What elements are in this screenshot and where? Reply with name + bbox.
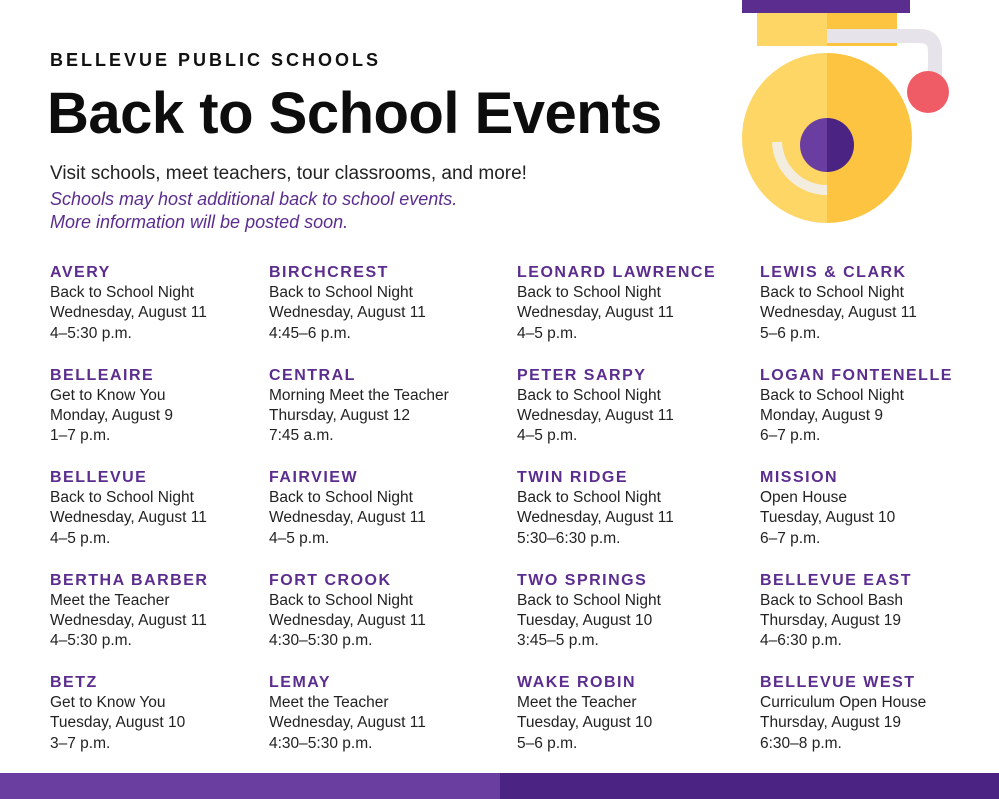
event-type: Back to School Night — [50, 284, 194, 301]
event-type: Back to School Bash — [760, 591, 904, 609]
event-type: Back to School Night — [517, 591, 661, 609]
event-card — [269, 672, 449, 775]
event-card — [517, 672, 716, 775]
event-date: Wednesday, August 11 — [269, 714, 426, 732]
event-card — [50, 570, 208, 673]
school-name: BELLEVUE — [50, 469, 148, 486]
event-time: 5:30–6:30 p.m. — [517, 529, 621, 547]
school-name: CENTRAL — [269, 366, 356, 384]
column-3 — [517, 262, 716, 775]
event-type: Get to Know You — [50, 386, 166, 404]
event-time: 6–7 p.m. — [760, 529, 821, 547]
event-date: Wednesday, August 11 — [50, 611, 207, 629]
event-card — [269, 262, 449, 365]
org-name: BELLEVUE PUBLIC SCHOOLS — [50, 50, 382, 70]
event-time: 6–7 p.m. — [760, 427, 821, 445]
event-card — [760, 672, 953, 775]
page-title: Back to School Events — [47, 81, 662, 146]
school-name: TWO SPRINGS — [517, 571, 648, 589]
event-time: 7:45 a.m. — [269, 427, 334, 445]
event-date: Tuesday, August 10 — [517, 714, 653, 732]
event-date: Tuesday, August 10 — [517, 611, 653, 629]
event-date: Thursday, August 19 — [760, 714, 902, 732]
event-type: Get to Know You — [50, 694, 166, 711]
event-date: Wednesday, August 11 — [760, 304, 917, 322]
event-time: 1–7 p.m. — [50, 427, 111, 445]
event-type: Back to School Night — [760, 386, 904, 404]
event-date: Wednesday, August 11 — [269, 304, 426, 322]
event-card — [760, 467, 953, 570]
event-time: 6:30–8 p.m. — [760, 734, 842, 752]
event-time: 4–5:30 p.m. — [50, 324, 132, 342]
footer-bar-right — [500, 773, 999, 799]
column-1 — [50, 262, 208, 775]
footer-bar-left — [0, 773, 500, 799]
event-type: Morning Meet the Teacher — [269, 386, 449, 404]
school-name: TWIN RIDGE — [517, 469, 628, 486]
event-type: Meet the Teacher — [269, 694, 389, 711]
school-name: MISSION — [760, 469, 839, 486]
school-name: BETZ — [50, 674, 98, 691]
event-time: 3:45–5 p.m. — [517, 632, 599, 650]
event-date: Thursday, August 19 — [760, 611, 902, 629]
event-time: 4:30–5:30 p.m. — [269, 734, 373, 752]
event-type: Back to School Night — [269, 591, 413, 609]
school-name: FORT CROOK — [269, 571, 392, 589]
note-text — [50, 188, 457, 234]
event-time: 4–5 p.m. — [269, 529, 330, 547]
school-name: AVERY — [50, 264, 111, 281]
event-date: Tuesday, August 10 — [50, 714, 186, 732]
event-type: Back to School Night — [760, 284, 904, 301]
event-card — [269, 467, 449, 570]
event-type: Back to School Night — [269, 284, 413, 301]
event-date: Wednesday, August 11 — [517, 509, 674, 527]
school-name: BELLEAIRE — [50, 366, 155, 384]
school-name: WAKE ROBIN — [517, 674, 636, 691]
event-type: Curriculum Open House — [760, 694, 927, 711]
event-card — [517, 570, 716, 673]
column-2 — [269, 262, 449, 775]
event-card — [517, 262, 716, 365]
event-date: Wednesday, August 11 — [50, 509, 207, 527]
school-bell-icon — [735, 0, 965, 240]
event-type: Back to School Night — [517, 284, 661, 301]
event-card — [517, 467, 716, 570]
school-name: BIRCHCREST — [269, 264, 389, 281]
event-type: Back to School Night — [50, 489, 194, 506]
event-card — [269, 365, 449, 468]
school-name: BELLEVUE EAST — [760, 571, 912, 589]
event-time: 4:45–6 p.m. — [269, 324, 351, 342]
event-date: Wednesday, August 11 — [517, 304, 674, 322]
school-name: LEONARD LAWRENCE — [517, 264, 717, 281]
event-type: Meet the Teacher — [50, 591, 170, 609]
event-type: Back to School Night — [517, 386, 661, 404]
school-name: LEWIS & CLARK — [760, 264, 907, 281]
event-date: Wednesday, August 11 — [269, 611, 426, 629]
event-type: Open House — [760, 489, 848, 506]
event-date: Thursday, August 12 — [269, 406, 411, 424]
note-line-2: More information will be posted soon. — [50, 212, 349, 232]
school-name: BERTHA BARBER — [50, 571, 209, 589]
event-card — [760, 262, 953, 365]
event-type: Back to School Night — [269, 489, 413, 506]
event-time: 4–5 p.m. — [517, 324, 578, 342]
event-time: 3–7 p.m. — [50, 734, 111, 752]
column-4 — [760, 262, 953, 775]
event-time: 5–6 p.m. — [760, 324, 821, 342]
school-name: PETER SARPY — [517, 366, 647, 384]
event-date: Monday, August 9 — [760, 406, 883, 424]
event-card — [760, 365, 953, 468]
event-date: Monday, August 9 — [50, 406, 173, 424]
event-date: Wednesday, August 11 — [50, 304, 207, 322]
event-card — [50, 262, 208, 365]
event-time: 4–5 p.m. — [517, 427, 578, 445]
event-card — [760, 570, 953, 673]
event-date: Wednesday, August 11 — [269, 509, 426, 527]
event-card — [517, 365, 716, 468]
event-card — [269, 570, 449, 673]
school-name: BELLEVUE WEST — [760, 674, 916, 691]
event-time: 4:30–5:30 p.m. — [269, 632, 373, 650]
event-date: Wednesday, August 11 — [517, 406, 674, 424]
event-time: 5–6 p.m. — [517, 734, 578, 752]
note-line-1: Schools may host additional back to school events. — [50, 189, 458, 209]
footer-bar — [0, 773, 999, 799]
school-name: LEMAY — [269, 674, 332, 691]
event-card — [50, 365, 208, 468]
event-time: 4–5 p.m. — [50, 529, 111, 547]
school-name: LOGAN FONTENELLE — [760, 366, 953, 384]
event-card — [50, 672, 208, 775]
intro-text: Visit schools, meet teachers, tour classrooms, and more! — [50, 163, 527, 184]
event-type: Back to School Night — [517, 489, 661, 506]
event-card — [50, 467, 208, 570]
event-date: Tuesday, August 10 — [760, 509, 896, 527]
event-type: Meet the Teacher — [517, 694, 637, 711]
school-name: FAIRVIEW — [269, 469, 359, 486]
event-time: 4–5:30 p.m. — [50, 632, 132, 650]
event-time: 4–6:30 p.m. — [760, 632, 842, 650]
